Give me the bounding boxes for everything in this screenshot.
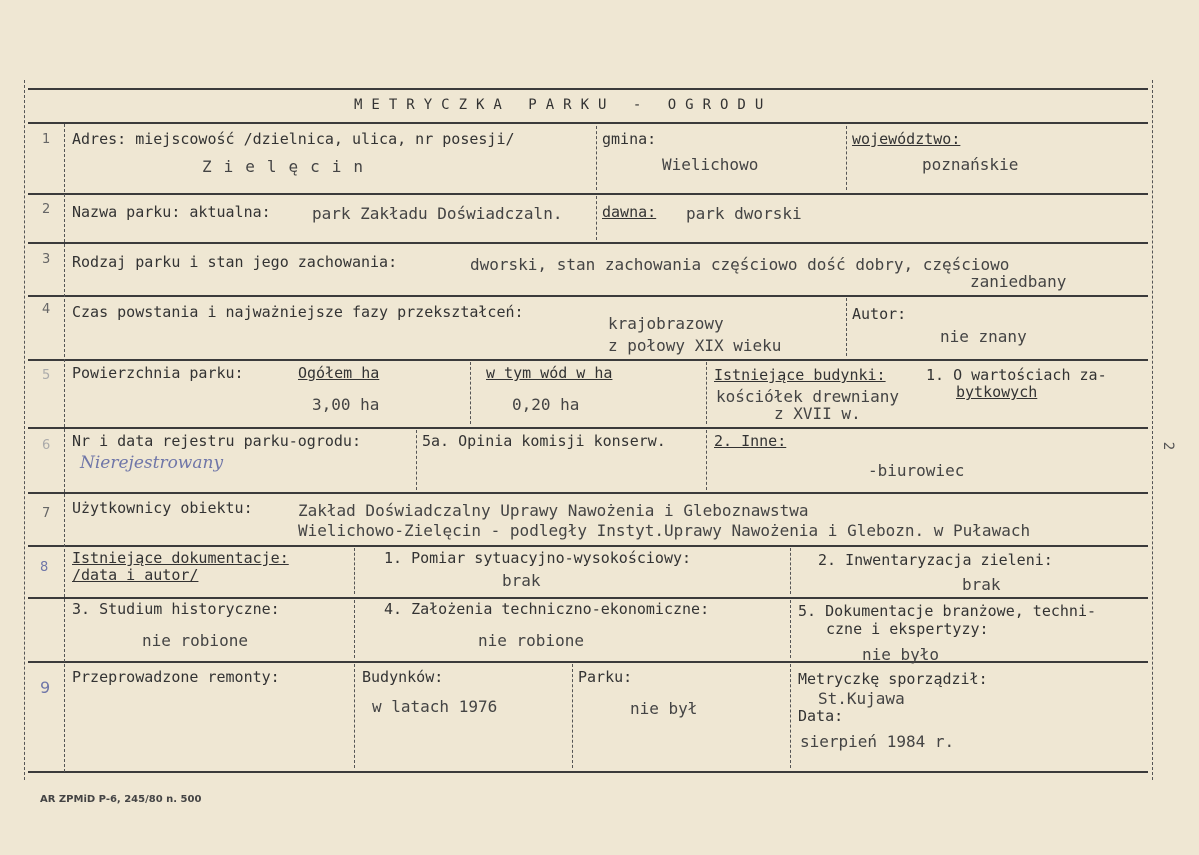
date-label: Data:	[798, 707, 844, 725]
tech-assumptions-label: 4. Założenia techniczno-ekonomiczne:	[384, 600, 710, 618]
creation-time-value-2: z połowy XIX wieku	[608, 336, 782, 355]
row-number-3: 3	[42, 252, 51, 267]
rule-row8b-bottom	[28, 661, 1148, 663]
row-number-1: 1	[42, 132, 51, 147]
sep-r5-a	[470, 362, 472, 424]
former-name-label: dawna:	[602, 203, 657, 221]
row-number-5: 5	[42, 368, 51, 383]
creation-time-label: Czas powstania i najważniejsze fazy przekształceń:	[72, 303, 524, 321]
users-label: Użytkownicy obiektu:	[72, 499, 253, 517]
row-number-9: 9	[40, 678, 51, 697]
col-number-sep	[64, 124, 66, 772]
other-label: 2. Inne:	[714, 432, 787, 450]
register-label: Nr i data rejestru parku-ogrodu:	[72, 432, 361, 450]
water-area-label: w tym wód w ha	[486, 364, 613, 382]
total-area-label: Ogółem ha	[298, 364, 380, 382]
rule-top	[28, 88, 1148, 90]
row-number-6: 6	[42, 438, 51, 453]
rule-row2-bottom	[28, 242, 1148, 244]
branch-docs-label-1: 5. Dokumentacje branżowe, techni-	[798, 602, 1097, 620]
sep-r9-b	[572, 664, 574, 768]
side-page-mark: 2	[1160, 441, 1177, 451]
voivodeship-value: poznańskie	[922, 155, 1019, 174]
col-right-border	[1152, 80, 1154, 780]
water-area-value: 0,20 ha	[512, 395, 580, 414]
sep-r6-b	[706, 430, 708, 490]
branch-docs-label-2: czne i ekspertyzy:	[826, 620, 989, 638]
area-label: Powierzchnia parku:	[72, 364, 244, 382]
row-number-2: 2	[42, 202, 51, 217]
rule-title-bottom	[28, 122, 1148, 124]
documents-label: Istniejące dokumentacje:	[72, 549, 289, 567]
buildings-label: Istniejące budynki:	[714, 366, 886, 384]
sep-r1-b	[846, 126, 848, 190]
gmina-value: Wielichowo	[662, 155, 759, 174]
sep-r8a-b	[790, 548, 792, 594]
documents-sub-label: /data i autor/	[72, 566, 199, 584]
park-type-value-2: zaniedbany	[970, 272, 1067, 291]
sep-r2	[596, 196, 598, 240]
rule-row5-bottom	[28, 427, 1148, 429]
sep-r6-a	[416, 430, 418, 490]
gmina-label: gmina:	[602, 130, 657, 148]
inventory-value: brak	[962, 575, 1001, 594]
other-value: -biurowiec	[868, 461, 965, 480]
rule-row3-bottom	[28, 295, 1148, 297]
date-value: sierpień 1984 r.	[800, 732, 955, 751]
repairs-label: Przeprowadzone remonty:	[72, 668, 280, 686]
prepared-by-label: Metryczkę sporządził:	[798, 670, 988, 688]
survey-value: brak	[502, 571, 541, 590]
sep-r4	[846, 298, 848, 356]
total-area-value: 3,00 ha	[312, 395, 380, 414]
rule-bottom	[28, 771, 1148, 773]
rule-row1-bottom	[28, 193, 1148, 195]
address-label: Adres: miejscowość /dzielnica, ulica, nr posesji/	[72, 130, 515, 148]
users-value-2: Wielichowo-Zielęcin - podległy Instyt.Uprawy Nawożenia i Glebozn. w Puławach	[298, 521, 1031, 540]
users-value-1: Zakład Doświadczalny Uprawy Nawożenia i Gleboznawstwa	[298, 501, 809, 520]
col-left-border	[24, 80, 26, 780]
buildings-value-2: z XVII w.	[774, 404, 861, 423]
rule-row7-bottom	[28, 545, 1148, 547]
history-study-label: 3. Studium historyczne:	[72, 600, 280, 618]
creation-time-value-1: krajobrazowy	[608, 314, 724, 333]
row-number-7: 7	[42, 506, 51, 521]
page-title: METRYCZKA PARKU - OGRODU	[354, 97, 773, 113]
survey-label: 1. Pomiar sytuacyjno-wysokościowy:	[384, 549, 692, 567]
sep-r8b-b	[790, 600, 792, 658]
branch-docs-value: nie było	[862, 645, 940, 664]
buildings-repairs-value: w latach 1976	[372, 697, 498, 716]
former-name-value: park dworski	[686, 204, 802, 223]
rule-row4-bottom	[28, 359, 1148, 361]
sep-r8b-a	[354, 600, 356, 658]
sep-r9-a	[354, 664, 356, 768]
buildings-sub-label: 1. O wartościach za-	[926, 366, 1107, 384]
author-label: Autor:	[852, 305, 907, 323]
park-repairs-value: nie był	[630, 699, 698, 718]
history-study-value: nie robione	[142, 631, 248, 650]
address-value: Zielęcin	[202, 157, 376, 176]
park-type-label: Rodzaj parku i stan jego zachowania:	[72, 253, 398, 271]
buildings-sub-label-2: bytkowych	[956, 383, 1038, 401]
form-print-code: AR ZPMiD P-6, 245/80 n. 500	[40, 794, 202, 805]
park-name-value: park Zakładu Doświadczaln.	[312, 204, 563, 223]
buildings-repairs-label: Budynków:	[362, 668, 444, 686]
sep-r5-b	[706, 362, 708, 424]
prepared-by-value: St.Kujawa	[818, 689, 905, 708]
inventory-label: 2. Inwentaryzacja zieleni:	[818, 551, 1053, 569]
park-name-label: Nazwa parku: aktualna:	[72, 203, 271, 221]
park-type-value-1: dworski, stan zachowania częściowo dość dobry, częściowo	[470, 255, 1010, 274]
opinion-label: 5a. Opinia komisji konserw.	[422, 432, 666, 450]
rule-row6-bottom	[28, 492, 1148, 494]
sep-r9-c	[790, 664, 792, 768]
sep-r8a-a	[354, 548, 356, 594]
voivodeship-label: województwo:	[852, 130, 961, 148]
register-value: Nierejestrowany	[80, 453, 224, 473]
park-repairs-label: Parku:	[578, 668, 633, 686]
row-number-8: 8	[40, 560, 49, 575]
rule-row8a-bottom	[28, 597, 1148, 599]
buildings-value-1: kościółek drewniany	[716, 387, 900, 406]
author-value: nie znany	[940, 327, 1027, 346]
row-number-4: 4	[42, 302, 51, 317]
sep-r1-a	[596, 126, 598, 190]
tech-assumptions-value: nie robione	[478, 631, 584, 650]
